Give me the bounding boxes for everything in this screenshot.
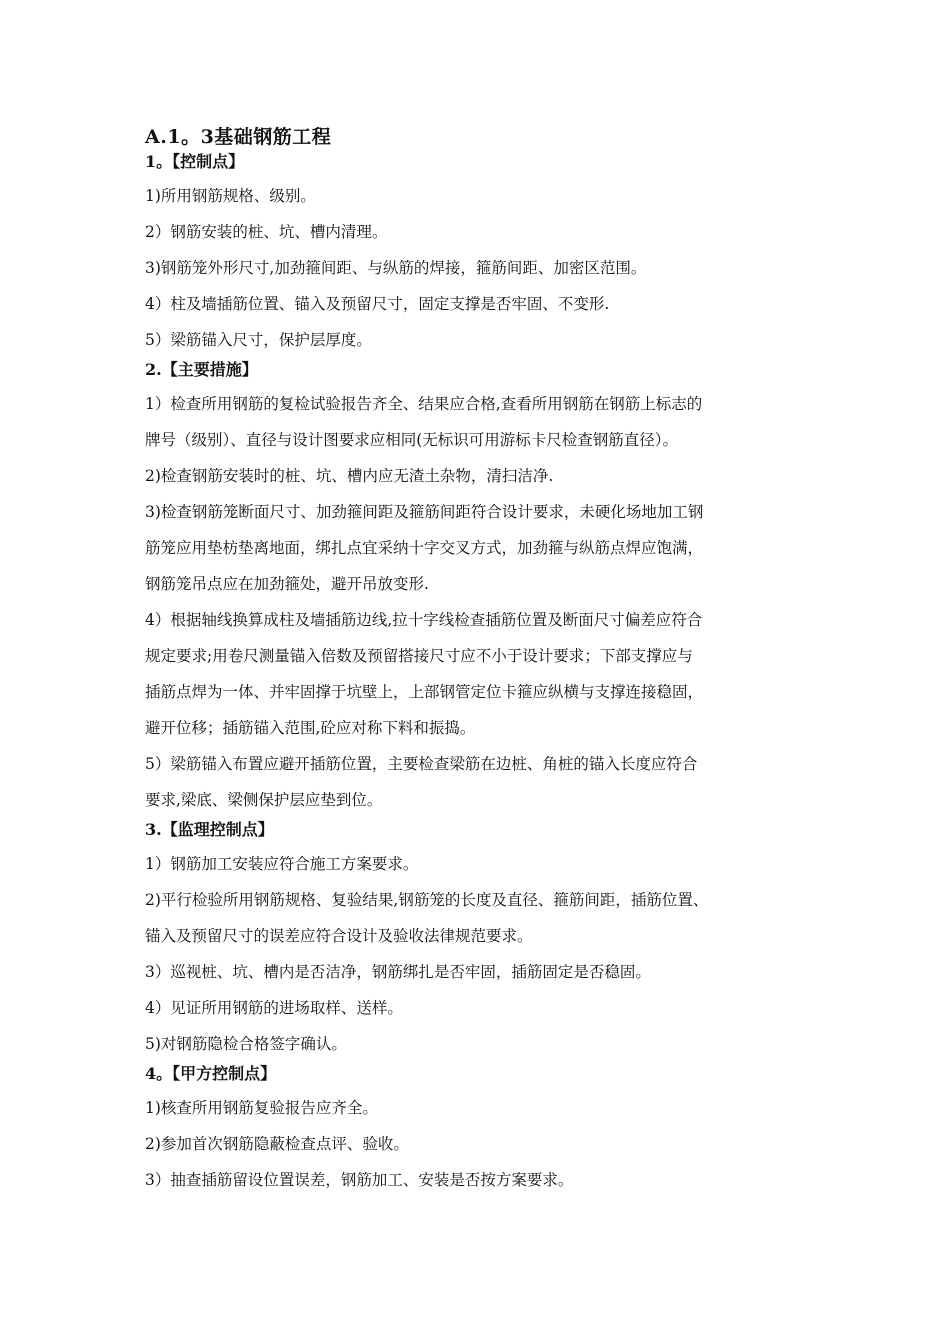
list-item: 要求,梁底、梁侧保护层应垫到位。 [145,791,383,809]
list-item: 3）抽查插筋留设位置误差，钢筋加工、安装是否按方案要求。 [145,1171,574,1189]
list-item: 5）梁筋锚入布置应避开插筋位置，主要检查梁筋在边桩、角桩的锚入长度应符合 [145,755,698,773]
section-heading: 3.【监理控制点】 [145,820,274,839]
section-heading: 1。【控制点】 [145,152,245,171]
list-item: 插筋点焊为一体、并牢固撑于坑壁上，上部钢管定位卡箍应纵横与支撑连接稳固， [145,683,704,701]
section-main-measures [145,358,845,818]
list-item: 5）梁筋锚入尺寸，保护层厚度。 [145,331,372,349]
list-item: 4）见证所用钢筋的进场取样、送样。 [145,999,403,1017]
list-item: 1）检查所用钢筋的复检试验报告齐全、结果应合格,查看所用钢筋在钢筋上标志的 [145,395,703,413]
section-heading: 4。【甲方控制点】 [145,1064,277,1083]
list-item: 牌号（级别）、直径与设计图要求应相同(无标识可用游标卡尺检查钢筋直径）。 [145,431,679,449]
list-item: 2)检查钢筋安装时的桩、坑、槽内应无渣土杂物，清扫洁净. [145,467,554,485]
list-item: 2）钢筋安装的桩、坑、槽内清理。 [145,223,388,241]
document-title: A.1。3基础钢筋工程 [145,126,332,148]
list-item: 4）根据轴线换算成柱及墙插筋边线,拉十字线检查插筋位置及断面尺寸偏差应符合 [145,611,703,629]
list-item: 筋笼应用垫枋垫离地面，绑扎点宜采纳十字交叉方式，加劲箍与纵筋点焊应饱满， [145,539,704,557]
section-control-points [145,150,845,358]
list-item: 3）巡视桩、坑、槽内是否洁净，钢筋绑扎是否牢固，插筋固定是否稳固。 [145,963,651,981]
list-item: 2)平行检验所用钢筋规格、复验结果,钢筋笼的长度及直径、箍筋间距，插筋位置、 [145,891,709,909]
list-item: 3)检查钢筋笼断面尺寸、加劲箍间距及箍筋间距符合设计要求，未硬化场地加工钢 [145,503,704,521]
list-item: 1)核查所用钢筋复验报告应齐全。 [145,1099,378,1117]
section-heading: 2.【主要措施】 [145,360,258,379]
list-item: 锚入及预留尺寸的误差应符合设计及验收法律规范要求。 [145,927,533,945]
list-item: 5)对钢筋隐检合格签字确认。 [145,1035,347,1053]
list-item: 规定要求;用卷尺测量锚入倍数及预留搭接尺寸应不小于设计要求；下部支撑应与 [145,647,693,665]
list-item: 2)参加首次钢筋隐蔽检查点评、验收。 [145,1135,409,1153]
list-item: 1）钢筋加工安装应符合施工方案要求。 [145,855,419,873]
list-item: 4）柱及墙插筋位置、锚入及预留尺寸，固定支撑是否牢固、不变形. [145,295,610,313]
list-item: 3)钢筋笼外形尺寸,加劲箍间距、与纵筋的焊接，箍筋间距、加密区范围。 [145,259,647,277]
list-item: 避开位移；插筋锚入范围,砼应对称下料和振捣。 [145,719,476,737]
list-item: 1)所用钢筋规格、级别。 [145,187,316,205]
section-owner-points [145,1062,845,1198]
list-item: 钢筋笼吊点应在加劲箍处，避开吊放变形. [145,575,429,593]
section-supervision-points [145,818,845,1062]
document-body [145,122,845,1198]
